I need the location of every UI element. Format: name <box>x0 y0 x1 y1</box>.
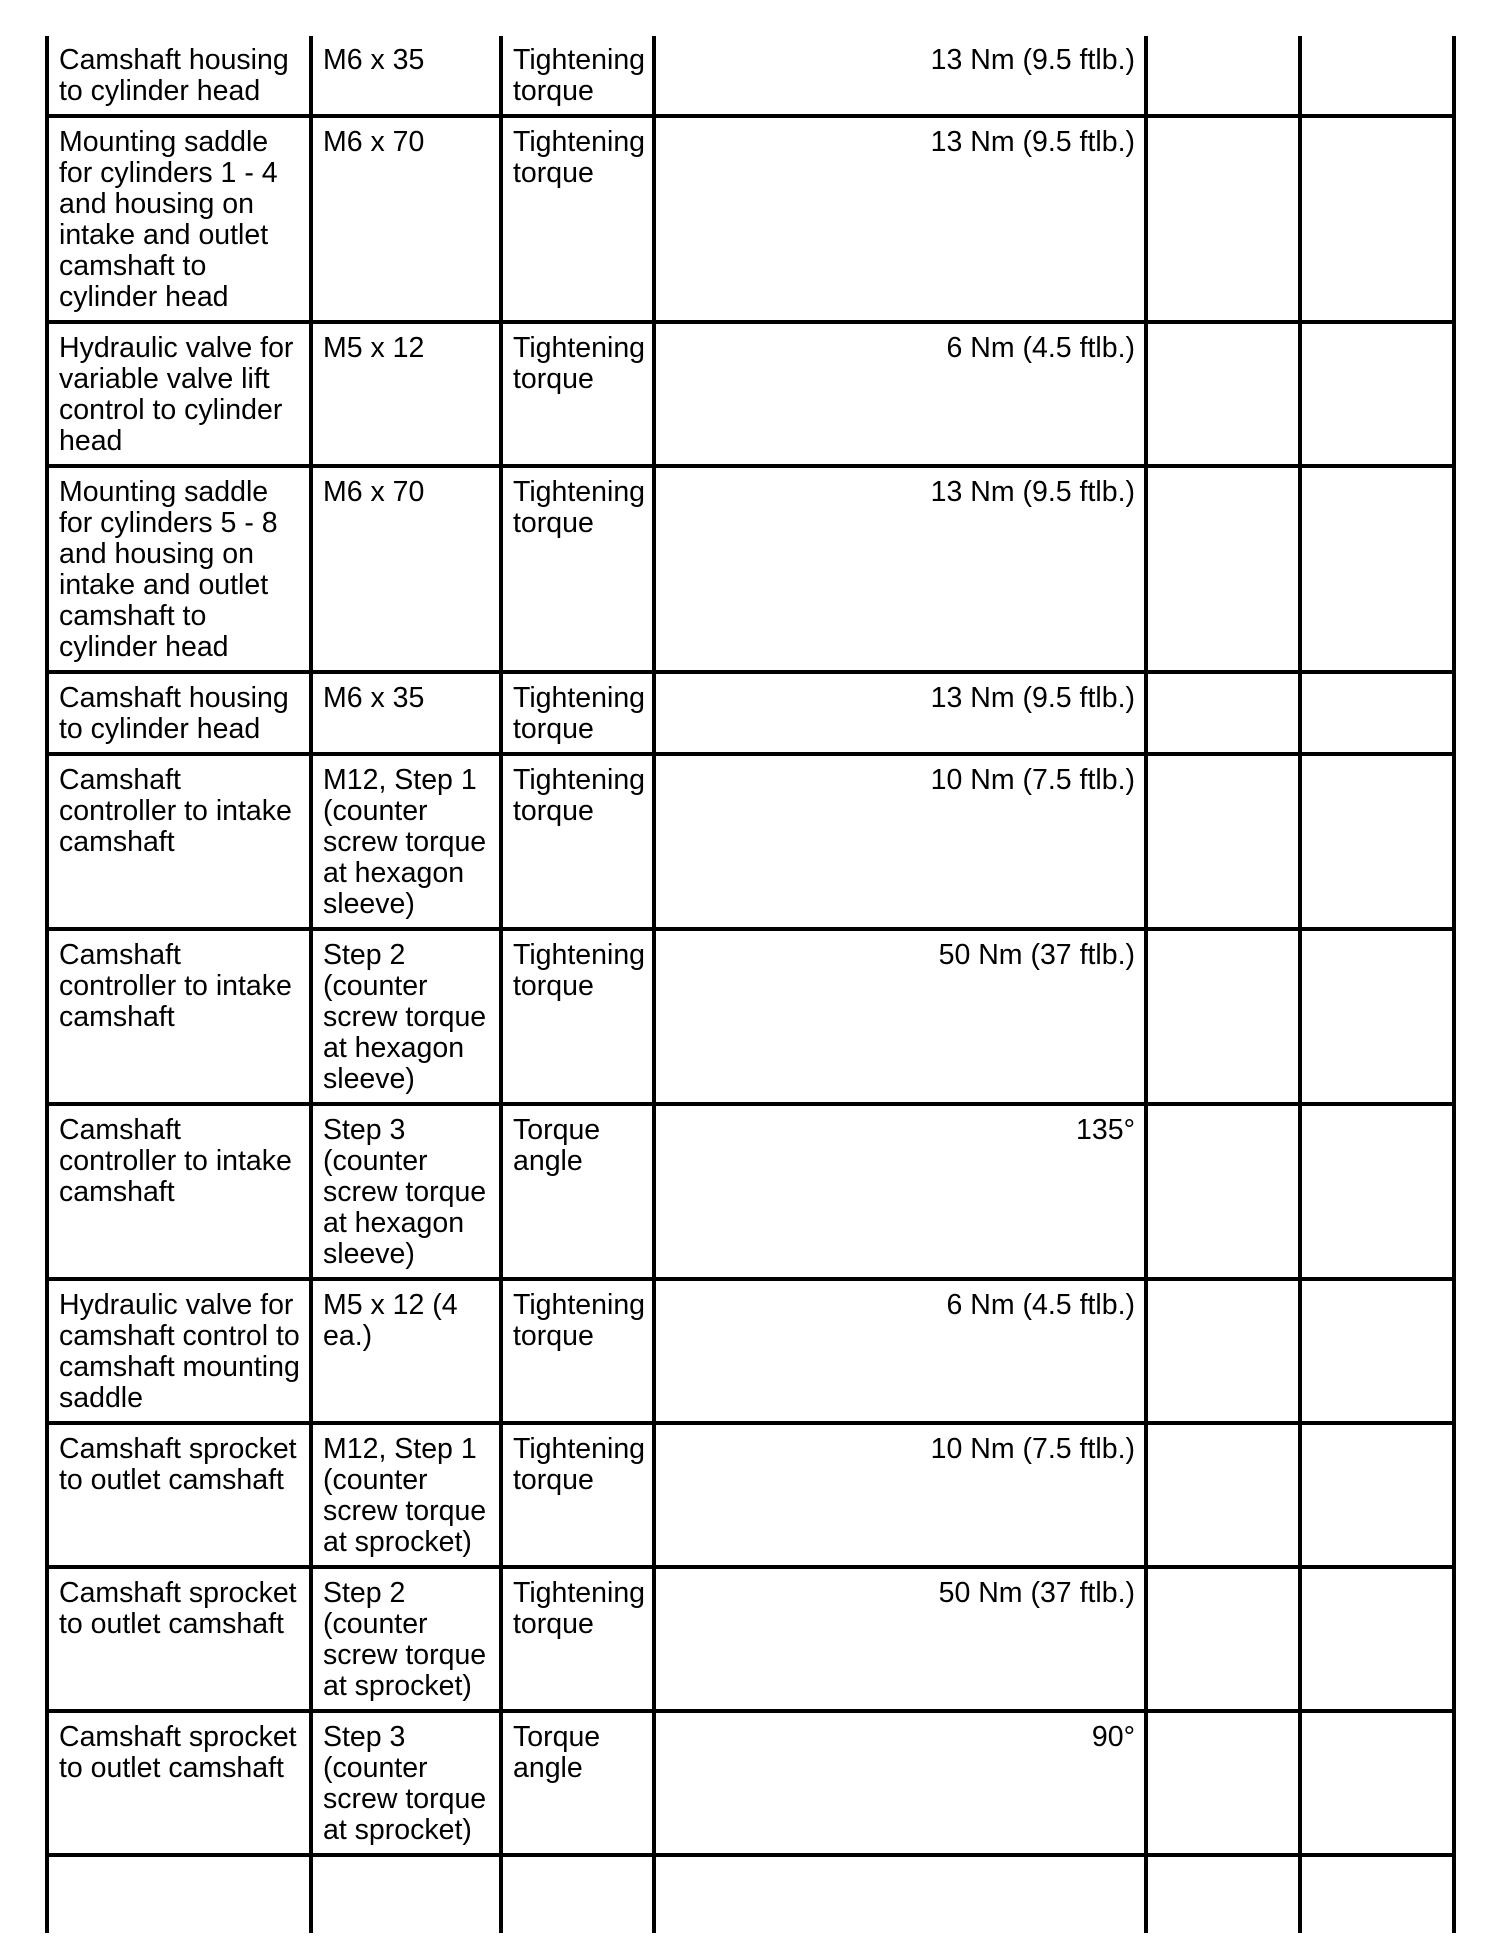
torque-value-cell: 13 Nm (9.5 ftlb.) <box>654 36 1146 116</box>
component-cell: Camshaft sprocket to outlet camshaft <box>47 1567 311 1711</box>
table-cell-empty <box>501 1855 654 1933</box>
fastener-cell: Step 3 (counter screw torque at sprocket) <box>311 1711 501 1855</box>
torque-value-cell: 13 Nm (9.5 ftlb.) <box>654 672 1146 754</box>
spec-type-cell: Tightening torque <box>501 1423 654 1567</box>
spec-type-cell: Tightening torque <box>501 322 654 466</box>
table-row <box>47 1423 1454 1567</box>
spec-type-cell: Tightening torque <box>501 1567 654 1711</box>
spec-type-cell: Tightening torque <box>501 116 654 322</box>
table-row <box>47 36 1454 116</box>
table-row <box>47 929 1454 1104</box>
component-cell: Camshaft housing to cylinder head <box>47 672 311 754</box>
table-row <box>47 672 1454 754</box>
component-cell: Camshaft controller to intake camshaft <box>47 929 311 1104</box>
empty-cell <box>1146 672 1300 754</box>
spec-type-cell: Tightening torque <box>501 929 654 1104</box>
table-row <box>47 1567 1454 1711</box>
empty-cell <box>1300 466 1454 672</box>
table-row <box>47 466 1454 672</box>
fastener-cell: M5 x 12 (4 ea.) <box>311 1279 501 1423</box>
component-cell: Camshaft housing to cylinder head <box>47 36 311 116</box>
torque-value-cell: 13 Nm (9.5 ftlb.) <box>654 116 1146 322</box>
spec-type-cell: Tightening torque <box>501 36 654 116</box>
table-cell-empty <box>1146 1855 1300 1933</box>
table-cell-empty <box>654 1855 1146 1933</box>
fastener-cell: M12, Step 1 (counter screw torque at hexagon sleeve) <box>311 754 501 929</box>
torque-spec-table <box>45 36 1456 1933</box>
empty-cell <box>1146 322 1300 466</box>
spec-type-cell: Torque angle <box>501 1104 654 1279</box>
empty-cell <box>1146 1423 1300 1567</box>
fastener-cell: Step 2 (counter screw torque at hexagon sleeve) <box>311 929 501 1104</box>
spec-type-cell: Tightening torque <box>501 1279 654 1423</box>
empty-cell <box>1300 36 1454 116</box>
table-row <box>47 1104 1454 1279</box>
component-cell: Hydraulic valve for variable valve lift control to cylinder head <box>47 322 311 466</box>
table-row <box>47 1711 1454 1855</box>
torque-value-cell: 10 Nm (7.5 ftlb.) <box>654 1423 1146 1567</box>
table-cell-empty <box>47 1855 311 1933</box>
table-row <box>47 116 1454 322</box>
spec-type-cell: Tightening torque <box>501 672 654 754</box>
table-row <box>47 1279 1454 1423</box>
fastener-cell: M6 x 35 <box>311 672 501 754</box>
torque-value-cell: 135° <box>654 1104 1146 1279</box>
fastener-cell: M12, Step 1 (counter screw torque at sprocket) <box>311 1423 501 1567</box>
component-cell: Hydraulic valve for camshaft control to camshaft mounting saddle <box>47 1279 311 1423</box>
torque-value-cell: 6 Nm (4.5 ftlb.) <box>654 1279 1146 1423</box>
empty-cell <box>1300 1711 1454 1855</box>
empty-cell <box>1300 754 1454 929</box>
spec-type-cell: Tightening torque <box>501 466 654 672</box>
empty-cell <box>1146 1711 1300 1855</box>
component-cell: Camshaft sprocket to outlet camshaft <box>47 1711 311 1855</box>
empty-cell <box>1300 672 1454 754</box>
fastener-cell: M6 x 70 <box>311 466 501 672</box>
torque-value-cell: 13 Nm (9.5 ftlb.) <box>654 466 1146 672</box>
fastener-cell: M5 x 12 <box>311 322 501 466</box>
component-cell: Mounting saddle for cylinders 1 - 4 and housing on intake and outlet camshaft to cylinder head <box>47 116 311 322</box>
empty-cell <box>1146 1104 1300 1279</box>
fastener-cell: Step 3 (counter screw torque at hexagon sleeve) <box>311 1104 501 1279</box>
empty-cell <box>1146 1279 1300 1423</box>
table-cell-empty <box>1300 1855 1454 1933</box>
empty-cell <box>1300 116 1454 322</box>
empty-cell <box>1146 466 1300 672</box>
component-cell: Camshaft sprocket to outlet camshaft <box>47 1423 311 1567</box>
empty-cell <box>1146 36 1300 116</box>
spec-type-cell: Torque angle <box>501 1711 654 1855</box>
torque-value-cell: 10 Nm (7.5 ftlb.) <box>654 754 1146 929</box>
empty-cell <box>1300 1423 1454 1567</box>
table-cell-empty <box>311 1855 501 1933</box>
empty-cell <box>1300 322 1454 466</box>
table-row <box>47 754 1454 929</box>
torque-value-cell: 50 Nm (37 ftlb.) <box>654 929 1146 1104</box>
torque-value-cell: 50 Nm (37 ftlb.) <box>654 1567 1146 1711</box>
component-cell: Camshaft controller to intake camshaft <box>47 1104 311 1279</box>
empty-cell <box>1146 116 1300 322</box>
table-row-empty <box>47 1855 1454 1933</box>
component-cell: Camshaft controller to intake camshaft <box>47 754 311 929</box>
fastener-cell: Step 2 (counter screw torque at sprocket) <box>311 1567 501 1711</box>
torque-spec-sheet <box>45 36 1452 1936</box>
spec-type-cell: Tightening torque <box>501 754 654 929</box>
torque-value-cell: 6 Nm (4.5 ftlb.) <box>654 322 1146 466</box>
empty-cell <box>1300 1567 1454 1711</box>
torque-value-cell: 90° <box>654 1711 1146 1855</box>
empty-cell <box>1146 754 1300 929</box>
component-cell: Mounting saddle for cylinders 5 - 8 and housing on intake and outlet camshaft to cylinder head <box>47 466 311 672</box>
fastener-cell: M6 x 35 <box>311 36 501 116</box>
table-row <box>47 322 1454 466</box>
empty-cell <box>1300 929 1454 1104</box>
empty-cell <box>1146 1567 1300 1711</box>
empty-cell <box>1146 929 1300 1104</box>
fastener-cell: M6 x 70 <box>311 116 501 322</box>
empty-cell <box>1300 1104 1454 1279</box>
table-body <box>47 36 1454 1933</box>
empty-cell <box>1300 1279 1454 1423</box>
